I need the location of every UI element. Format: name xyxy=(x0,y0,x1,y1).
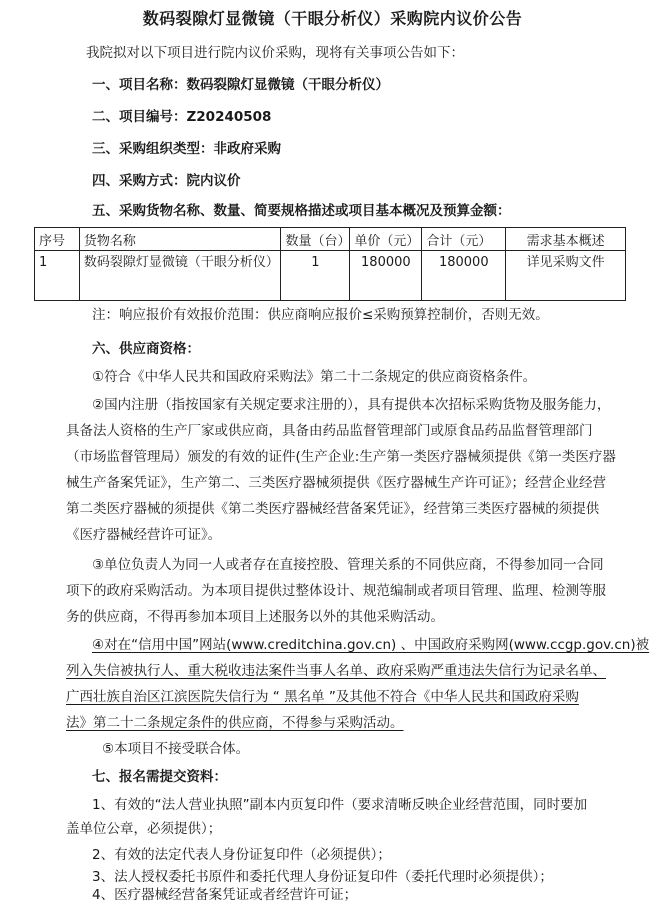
qualification-3-line-2: 项下的政府采购活动。为本项目提供过整体设计、规范编制或者项目管理、监理、检测等服 xyxy=(66,583,606,599)
qualification-2-line-4: 械生产备案凭证》，生产第二、三类医疗器械须提供《医疗器械生产许可证》；经营企业经营 xyxy=(66,475,606,491)
cell-requirements: 详见采购文件 xyxy=(506,251,626,301)
section-goods-budget: 五、采购货物名称、数量、简要规格描述或项目基本概况及预算金额： xyxy=(92,203,511,219)
material-2: 2、有效的法定代表人身份证复印件（必须提供）； xyxy=(92,847,391,863)
qualification-2-line-1: ②国内注册（指按国家有关规定要求注册的），具有提供本次招标采购货物及服务能力， xyxy=(92,397,611,413)
header-quantity: 数量（台） xyxy=(281,228,350,251)
section-org-type: 三、采购组织类型：非政府采购 xyxy=(92,141,281,157)
qualification-4-line-3: 广西壮族自治区江滨医院失信行为 “ 黑名单 ”及其他不符合《中华人民共和国政府采购 xyxy=(66,689,579,705)
cell-total: 180000 xyxy=(422,251,506,301)
qualification-4-line-2: 列入失信被执行人、重大税收违法案件当事人名单、政府采购严重违法失信行为记录名单、 xyxy=(66,663,606,679)
section-supplier-qualification: 六、供应商资格： xyxy=(92,341,200,357)
cell-quantity: 1 xyxy=(281,251,350,301)
cell-unit-price: 180000 xyxy=(350,251,422,301)
page-title: 数码裂隙灯显微镜（干眼分析仪）采购院内议价公告 xyxy=(142,9,523,28)
material-4: 4、医疗器械经营备案凭证或者经营许可证； xyxy=(92,887,358,903)
material-3: 3、法人授权委托书原件和委托代理人身份证复印件（委托代理时必须提供）； xyxy=(92,869,553,885)
header-goods-name: 货物名称 xyxy=(79,228,281,251)
header-requirements: 需求基本概述 xyxy=(506,228,626,251)
goods-table xyxy=(34,227,626,301)
qualification-5: ⑤本项目不接受联合体。 xyxy=(102,741,250,757)
qualification-3-line-3: 务的供应商，不得再参加本项目上述服务以外的其他采购活动。 xyxy=(66,609,444,625)
table-header-row xyxy=(35,228,626,251)
qualification-2-line-5: 第二类医疗器械的须提供《第二类医疗器械经营备案凭证》，经营第三类医疗器械的须提供 xyxy=(66,501,600,517)
material-1-line-2: 盖单位公章，必须提供）； xyxy=(66,821,222,837)
section-project-number: 二、项目编号：Z20240508 xyxy=(92,109,272,125)
qualification-4-line-1: ④对在“信用中国”网站(www.creditchina.gov.cn) 、中国政府采购网(www.ccgp.gov.cn)被 xyxy=(92,637,650,653)
cell-index: 1 xyxy=(35,251,80,301)
header-total: 合计（元） xyxy=(422,228,506,251)
material-1-line-1: 1、有效的“法人营业执照”副本内页复印件（要求清晰反映企业经营范围，同时要加 xyxy=(92,797,588,813)
intro-text: 我院拟对以下项目进行院内议价采购，现将有关事项公告如下： xyxy=(86,45,464,61)
section-project-name: 一、项目名称：数码裂隙灯显微镜（干眼分析仪） xyxy=(92,77,389,93)
qualification-4-line-4: 法》第二十二条规定条件的供应商，不得参与采购活动。 xyxy=(66,715,404,731)
header-index: 序号 xyxy=(35,228,80,251)
header-unit-price: 单价（元） xyxy=(350,228,422,251)
qualification-2-line-2: 具备法人资格的生产厂家或供应商，具备由药品监督管理部门或原食品药品监督管理部门 xyxy=(66,423,593,439)
section-registration-materials: 七、报名需提交资料： xyxy=(92,769,227,785)
qualification-1: ①符合《中华人民共和国政府采购法》第二十二条规定的供应商资格条件。 xyxy=(92,369,537,385)
qualification-2-line-6: 《医疗器械经营许可证》。 xyxy=(66,527,222,543)
price-note: 注：响应报价有效报价范围：供应商响应报价≤采购预算控制价，否则无效。 xyxy=(92,307,549,323)
cell-goods-name: 数码裂隙灯显微镜（干眼分析仪） xyxy=(79,251,281,301)
table-row xyxy=(35,251,626,301)
qualification-2-line-3: （市场监督管理局）颁发的有效的证件(生产企业:生产第一类医疗器械须提供《第一类医疗器 xyxy=(66,449,616,465)
qualification-3-line-1: ③单位负责人为同一人或者存在直接控股、管理关系的不同供应商，不得参加同一合同 xyxy=(92,557,604,573)
section-procurement-method: 四、采购方式：院内议价 xyxy=(92,173,241,189)
